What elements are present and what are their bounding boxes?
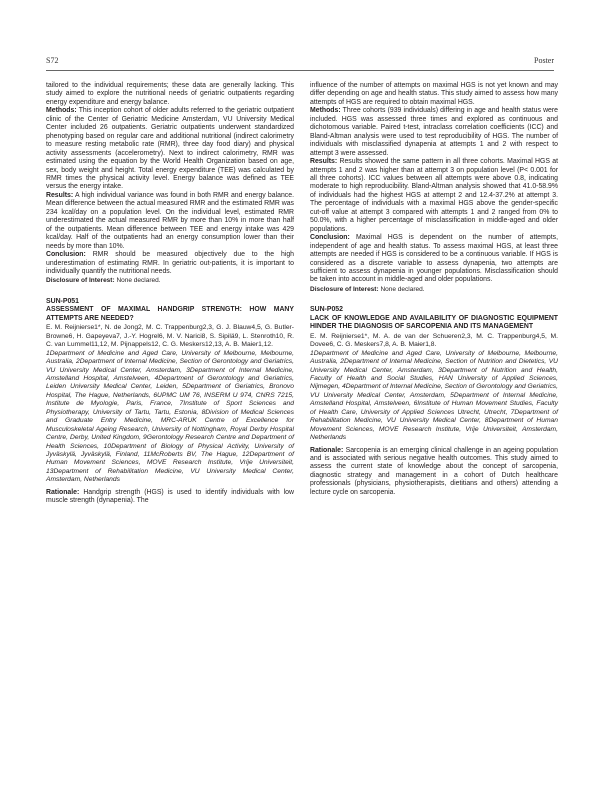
author-list: E. M. Reijnierse1*, M. A. de van der Schueren2,3, M. C. Trappenburg4,5, M. Dovee6, C. G. Meskers7,8, A. B. Maier1,8. xyxy=(310,332,558,349)
abstract-methods: Methods: This inception cohort of older adults referred to the geriatric outpatient clinic of the Center of Geriatric Medicine Amsterdam, VU University Medical Center included 26 outpatients. Geriatric outpatients underwent standardized phenotyping based on regular care and additional nutritional (indirect calorimetry to measure resting metabolic rate (RMR), three day food diary) and physical activity assessments (accelerometry). Next to indirect calorimetry, RMR was estimated using the equation by the World Health Organization based on age, sex, body weight and height. Total energy expenditure (TEE) was calculated by RMR times the physical activity level. Energy balance was defined as TEE versus the energy intake. xyxy=(46,107,294,191)
disclosure: Disclosure of Interest: None declared. xyxy=(310,285,425,293)
left-column xyxy=(46,82,294,506)
affiliations: 1Department of Medicine and Aged Care, University of Melbourne, Melbourne, Australia, 2Department of Internal Medicine, Section of Nutrition and Dietetics, VU University Medical Center, Amsterdam, 3Department of Nutrition and Health, Faculty of Health and Social Studies, HAN University of Applied Sciences, Nijmegen, 4Department of Internal Medicine, Section of Gerontology and Geriatrics, VU University Medical Center, Amsterdam, 5Department of Internal Medicine, Amstelland Hospital, Amstelveen, 6Institute of Human Movement Studies, Faculty of Health Care, University of Applied Sciences Utrecht, Utrecht, 7Department of Rehabilitation Medicine, VU University Medical Center, 8Department of Human Movement Sciences, MOVE Research Institute, Vrije Universiteit, Amsterdam, Netherlands xyxy=(310,349,558,442)
abstract-rationale: Rationale: Handgrip strength (HGS) is used to identify individuals with low muscle strength (dynapenia). The xyxy=(46,488,294,505)
abstract-intro: influence of the number of attempts on maximal HGS is not yet known and may differ depending on age and health status. This study aimed to assess how many attempts of HGS are required to obtain maximal HGS. xyxy=(310,82,558,106)
section-label: Poster xyxy=(534,56,554,65)
abstract-conclusion: Conclusion: RMR should be measured objectively due to the high underestimation of estimating RMR. In geriatric out-patients, it is important to individually quantify the nutritional needs. xyxy=(46,251,294,275)
abstract-conclusion: Conclusion: Maximal HGS is dependent on the number of attempts, independent of age and health status. To assess maximal HGS, at least three attempts are needed if HGS is considered to be a continuous variable. If HGS is considered as a discrete variable to assess dynapenia, two attempts are sufficient to assess dynapenia in younger populations. Misclassification should be taken into account in middle-aged and older populations. xyxy=(310,234,558,284)
abstract-methods: Methods: Three cohorts (939 individuals) differing in age and health status were included. HGS was assessed three times and explored as continuous and dichotomous variable. Paired t-test, intraclass correlation coefficients (ICC) and Bland-Altman analysis were used to test reproducibility of HGS. The number of individuals with misclassified dynapenia at attempts 1 and 2 with respect to attempt 3 were assessed. xyxy=(310,107,559,157)
abstract-intro: tailored to the individual requirements; these data are generally lacking. This study aimed to explore the nutritional needs of geriatric outpatients regarding energy expenditure and energy balance. xyxy=(46,82,294,106)
right-column xyxy=(310,82,558,497)
abstract-code: SUN-P051 xyxy=(46,297,79,305)
disclosure: Disclosure of Interest: None declared. xyxy=(46,277,161,285)
abstract-title: LACK OF KNOWLEDGE AND AVAILABILITY OF DIAGNOSTIC EQUIPMENT HINDER THE DIAGNOSIS OF SARCOPENIA AND ITS MANAGEMENT xyxy=(310,314,558,331)
page-number: S72 xyxy=(46,56,59,65)
abstract-results: Results: Results showed the same pattern in all three cohorts. Maximal HGS at attempts 1 and 2 was higher than at attempt 3 on population level (P< 0.001 for all three cohorts). ICC values between all attempts were above 0.8, indicating moderate to high reproducibility. Bland-Altman analysis showed that 41.0-58.9% of individuals had the highest HGS at attempt 2 and 12.4-37.2% at attempt 3. The percentage of individuals with a maximal HGS above the gender-specific cut-off value at attempt 3 compared with attempts 1 and 2 ranged from 0% to 50.0%, with a higher percentage of misclassification in middle-aged and older populations. xyxy=(310,158,558,233)
author-list: E. M. Reijnierse1*, N. de Jong2, M. C. Trappenburg2,3, G. J. Blauw4,5, G. Butler-Browne6, H. Gapeyeva7, J.-Y. Hogrel6, M. V. Narici8, S. Sipilä9, L. Stenroth10, R. C. van Lummel11,12, M. Pijnappels12, C. G. Meskers12,13, A. B. Maier1,12. xyxy=(46,324,294,349)
abstract-code: SUN-P052 xyxy=(310,306,343,314)
abstract-title: ASSESSMENT OF MAXIMAL HANDGRIP STRENGTH: HOW MANY ATTEMPTS ARE NEEDED? xyxy=(46,306,294,322)
affiliations: 1Department of Medicine and Aged Care, University of Melbourne, Melbourne, Australia, 2Department of Internal Medicine, Section of Gerontology and Geriatrics, VU University Medical Center, Amsterdam, 3Department of Internal Medicine, Amstelland Hospital, Amstelveen, 4Department of Gerontology and Geriatrics, Leiden University Medical Center, Leiden, 5Department of Geriatrics, Bronovo Hospital, The Hague, Netherlands, 6UPMC UM 76, INSERM U 974, CNRS 7215, Institute de Myologie, Paris, France, 7Institute of Sport Sciences and Physiotherapy, University of Tartu, Tartu, Estonia, 8Division of Medical Sciences and Graduate Entry Medicine, MRC-ARUK Centre of Excellence for Musculoskeletal Ageing Research, University of Nottingham, Royal Derby Hospital Centre, Derby, United Kingdom, 9Gerontology Research Centre and Department of Health Sciences, 10Department of Biology of Physical Activity, University of Jyväskylä, Jyväskylä, Finland, 11McRoberts BV, The Hague, 12Department of Human Movement Sciences, MOVE Research Institute, Vrije Universiteit, 13Department of Rehabilitation Medicine, VU University Medical Center, Amsterdam, Netherlands xyxy=(46,349,294,484)
header-rule xyxy=(46,70,554,71)
abstract-rationale: Rationale: Sarcopenia is an emerging clinical challenge in an ageing population and is associated with serious negative health outcomes. This study aimed to assess the current state of knowledge about the concept of sarcopenia, diagnostic strategy and management in a cohort of Dutch healthcare professionals (physicians, physiotherapists, dietitians and others) attending a lecture cycle on sarcopenia. xyxy=(310,446,558,496)
abstract-results: Results: A high individual variance was found in both RMR and energy balance. Mean difference between the actual measured RMR and the estimated RMR was 234 kcal/day on a population level. On the individual level, estimated RMR underestimated the actual measured RMR by more than 10% in more than half of the outpatients. Mean difference between TEE and energy intake was 429 kcal/day. Half of the outpatients had an energy consumption lower than their needs by more than 10%. xyxy=(46,191,294,250)
